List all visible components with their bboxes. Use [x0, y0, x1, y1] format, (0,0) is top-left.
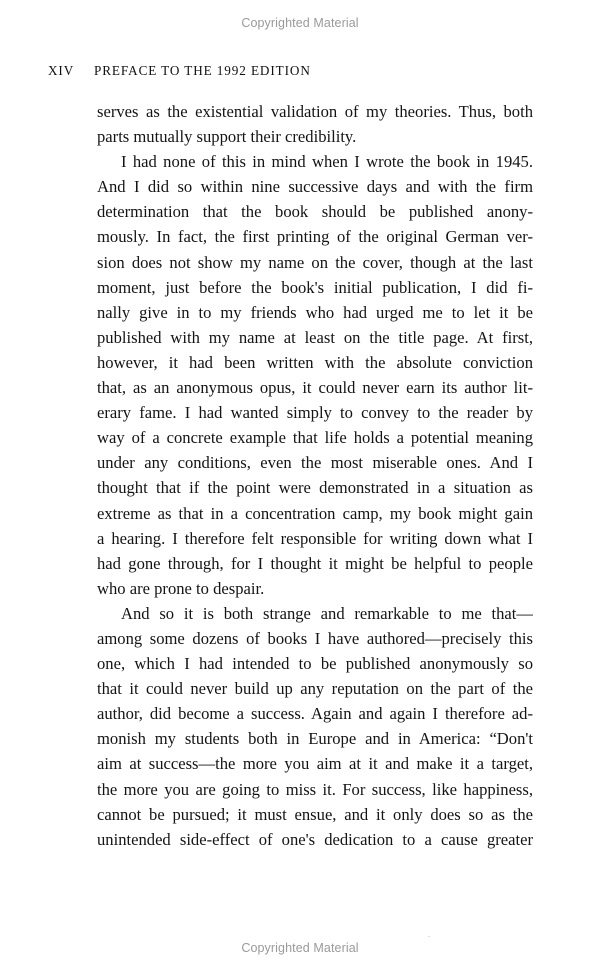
text-line: parts mutually support their credibility. — [97, 127, 357, 147]
text-line: erary fame. I had wanted simply to convey to the reader by — [97, 403, 533, 423]
text-line: author, did become a success. Again and again I therefore ad- — [97, 704, 533, 724]
running-head-title: PREFACE TO THE 1992 EDITION — [94, 63, 311, 78]
text-line: mously. In fact, the first printing of the original German ver- — [97, 227, 533, 247]
watermark-bottom: Copyrighted Material — [241, 941, 359, 955]
text-line: cannot be pursued; it must ensue, and it only does so as the — [97, 804, 533, 824]
text-line: thought that if the point were demonstrated in a situation as — [97, 478, 533, 498]
text-line: the more you are going to miss it. For success, like happiness, — [97, 779, 533, 799]
text-line: had gone through, for I thought it might be helpful to people — [97, 553, 533, 573]
text-line: that, as an anonymous opus, it could never earn its author lit- — [97, 378, 533, 398]
watermark-top: Copyrighted Material — [241, 16, 359, 30]
text-line: determination that the book should be published anony- — [97, 202, 533, 222]
page-number: XIV — [48, 63, 75, 78]
text-line: serves as the existential validation of my theories. Thus, both — [97, 102, 533, 121]
text-line: extreme as that in a concentration camp, my book might gain — [97, 503, 533, 523]
text-line: under any conditions, even the most miserable ones. And I — [97, 453, 533, 473]
text-line: aim at success—the more you aim at it and make it a target, — [97, 754, 533, 774]
text-line: a hearing. I therefore felt responsible for writing down what I — [97, 528, 533, 548]
text-line: sion does not show my name on the cover, though at the last — [97, 252, 533, 272]
running-head — [48, 63, 548, 79]
text-line: one, which I had intended to be published anonymously so — [97, 654, 533, 674]
text-line: nally give in to my friends who had urged me to let it be — [97, 302, 533, 322]
text-line: among some dozens of books I have authored—precisely this — [97, 628, 533, 648]
text-line: moment, just before the book's initial publication, I did fi- — [97, 277, 533, 297]
text-line: who are prone to despair. — [97, 578, 265, 598]
text-line: I had none of this in mind when I wrote the book in 1945. — [121, 152, 533, 172]
text-line: however, it had been written with the absolute conviction — [97, 352, 533, 372]
text-line: And so it is both strange and remarkable to me that— — [121, 603, 533, 623]
text-line: And I did so within nine successive days and with the firm — [97, 177, 533, 197]
text-line: unintended side-effect of one's dedication to a cause greater — [97, 829, 533, 849]
text-line: published with my name at least on the title page. At first, — [97, 327, 533, 347]
body-text — [97, 99, 533, 852]
text-line: monish my students both in Europe and in America: “Don't — [97, 729, 533, 749]
edge-mark: . — [428, 929, 431, 939]
text-line: way of a concrete example that life holds a potential meaning — [97, 428, 533, 448]
text-line: that it could never build up any reputation on the part of the — [97, 679, 533, 699]
